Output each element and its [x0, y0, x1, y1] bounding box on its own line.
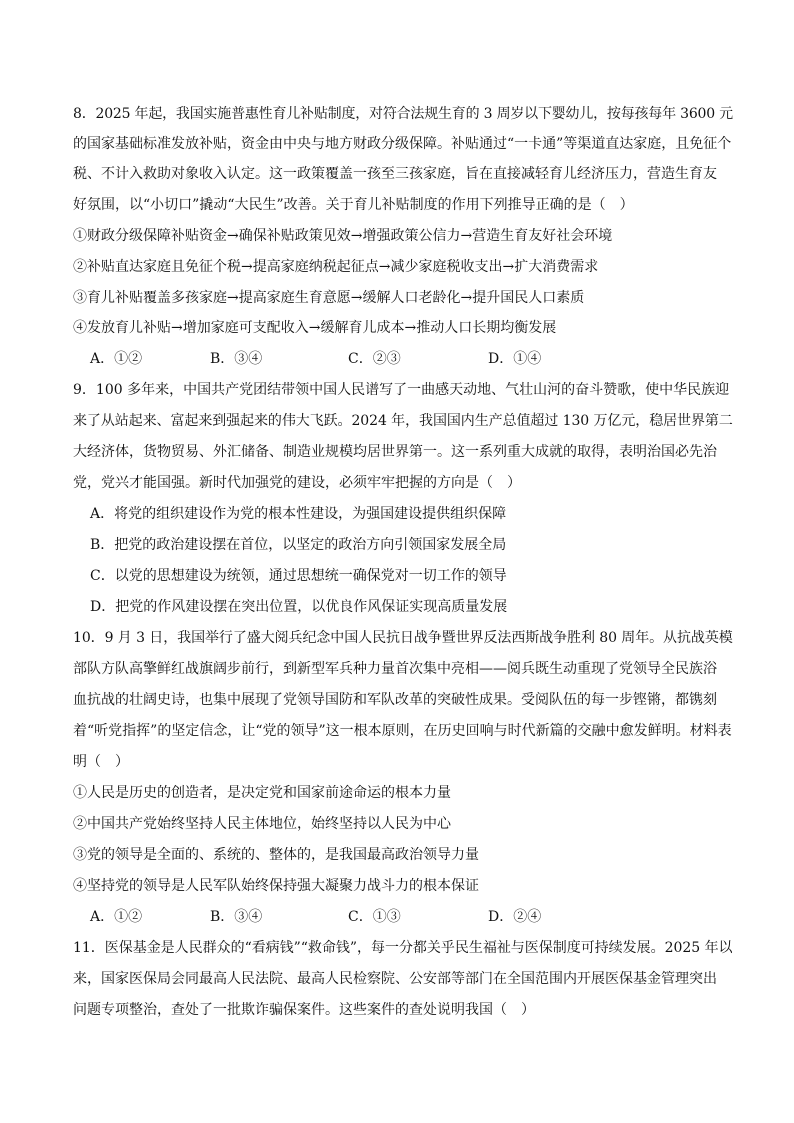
question-text-line: 来了从站起来、富起来到强起来的伟大飞跃。2024 年，我国国内生产总值超过 130 万亿元，稳居世界第二 [73, 413, 733, 429]
question-text-line: 部队方队高擎鲜红战旗阔步前行，到新型军兵种力量首次集中亮相——阅兵既生动重现了党领导全民族浴 [73, 661, 717, 677]
statement-item: ①人民是历史的创造者，是决定党和国家前途命运的根本力量 [73, 785, 451, 801]
question-text-line: 大经济体，货物贸易、外汇储备、制造业规模均居世界第一。这一系列重大成就的取得，表明治国必先治 [73, 444, 717, 460]
question-text-line: 11．医保基金是人民群众的“看病钱”“救命钱”，每一分都关乎民生福祉与医保制度可持续发展。2025 年以 [73, 940, 733, 956]
question-text-line: 的国家基础标准发放补贴，资金由中央与地方财政分级保障。补贴通过“一卡通”等渠道直达家庭，且免征个 [73, 136, 732, 152]
question-text-line: 明（ ） [73, 754, 129, 770]
answer-option-c[interactable]: C．①③ [348, 909, 401, 925]
answer-choice-d[interactable]: D．把党的作风建设摆在突出位置，以优良作风保证实现高质量发展 [90, 599, 508, 615]
question-text-line: 8．2025 年起，我国实施普惠性育儿补贴制度，对符合法规生育的 3 周岁以下婴幼儿，按每孩每年 3600 元 [73, 106, 733, 122]
answer-option-d[interactable]: D．①④ [488, 351, 542, 367]
answer-option-d[interactable]: D．②④ [488, 909, 542, 925]
statement-item: ①财政分级保障补贴资金→确保补贴政策见效→增强政策公信力→营造生育友好社会环境 [73, 228, 613, 244]
statement-item: ④发放育儿补贴→增加家庭可支配收入→缓解育儿成本→推动人口长期均衡发展 [73, 320, 557, 336]
question-text-line: 税、不计入救助对象收入认定。这一政策覆盖一孩至三孩家庭，旨在直接减轻育儿经济压力，营造生育友 [73, 166, 717, 182]
question-text-line: 血抗战的壮阔史诗，也集中展现了党领导国防和军队改革的突破性成果。受阅队伍的每一步铿锵，都镌刻 [73, 692, 717, 708]
answer-option-b[interactable]: B．③④ [210, 351, 263, 367]
question-text-line: 好氛围，以“小切口”撬动“大民生”改善。关于育儿补贴制度的作用下列推导正确的是（ ） [73, 197, 634, 213]
answer-option-a[interactable]: A．①② [90, 909, 143, 925]
question-text-line: 着“听党指挥”的坚定信念，让“党的领导”这一根本原则，在历史回响与时代新篇的交融中愈发鲜明。材料表 [73, 723, 732, 739]
answer-choice-b[interactable]: B．把党的政治建设摆在首位，以坚定的政治方向引领国家发展全局 [90, 537, 507, 553]
question-text-line: 10．9 月 3 日，我国举行了盛大阅兵纪念中国人民抗日战争暨世界反法西斯战争胜利 80 周年。从抗战英模 [73, 630, 733, 646]
answer-option-b[interactable]: B．③④ [210, 909, 263, 925]
statement-item: ②补贴直达家庭且免征个税→提高家庭纳税起征点→减少家庭税收支出→扩大消费需求 [73, 259, 599, 275]
answer-options [90, 349, 690, 369]
question-text-line: 问题专项整治，查处了一批欺诈骗保案件。这些案件的查处说明我国（ ） [73, 1002, 535, 1018]
answer-option-a[interactable]: A．①② [90, 351, 143, 367]
question-text-line: 党，党兴才能国强。新时代加强党的建设，必须牢牢把握的方向是（ ） [73, 475, 521, 491]
statement-item: ②中国共产党始终坚持人民主体地位，始终坚持以人民为中心 [73, 816, 451, 832]
statement-item: ④坚持党的领导是人民军队始终保持强大凝聚力战斗力的根本保证 [73, 878, 479, 894]
answer-option-c[interactable]: C．②③ [348, 351, 401, 367]
statement-item: ③育儿补贴覆盖多孩家庭→提高家庭生育意愿→缓解人口老龄化→提升国民人口素质 [73, 290, 585, 306]
question-text-line: 9．100 多年来，中国共产党团结带领中国人民谱写了一曲感天动地、气壮山河的奋斗赞歌，使中华民族迎 [73, 382, 730, 398]
answer-choice-c[interactable]: C．以党的思想建设为统领，通过思想统一确保党对一切工作的领导 [90, 568, 507, 584]
question-text-line: 来，国家医保局会同最高人民法院、最高人民检察院、公安部等部门在全国范围内开展医保基金管理突出 [73, 971, 717, 987]
answer-options [90, 907, 690, 927]
answer-choice-a[interactable]: A．将党的组织建设作为党的根本性建设，为强国建设提供组织保障 [90, 506, 507, 522]
statement-item: ③党的领导是全面的、系统的、整体的，是我国最高政治领导力量 [73, 847, 479, 863]
